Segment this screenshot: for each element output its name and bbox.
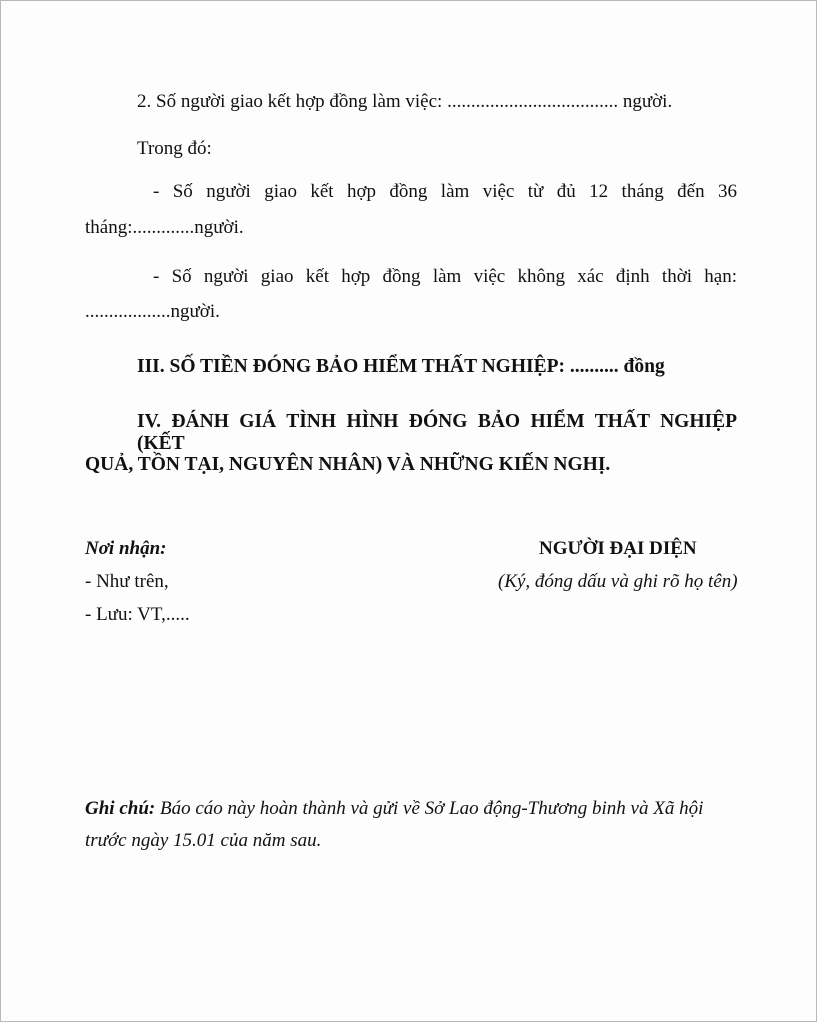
section4-heading-line1: IV. ĐÁNH GIÁ TÌNH HÌNH ĐÓNG BẢO HIỂM THẤT NGHIỆP (KẾT [137, 411, 737, 454]
contract-count-line: 2. Số người giao kết hợp đồng làm việc: .................................... người. [137, 91, 673, 112]
section3-heading: III. SỐ TIỀN ĐÓNG BẢO HIỂM THẤT NGHIỆP: .......... đồng [137, 356, 665, 377]
recipient-item: - Lưu: VT,..... [85, 604, 190, 625]
footnote-text: Báo cáo này hoàn thành và gửi về Sở Lao động-Thương binh và Xã hội [155, 798, 704, 819]
trong-do-label: Trong đó: [137, 138, 212, 159]
footnote-label: Ghi chú: [85, 798, 156, 819]
section4-heading-line2: QUẢ, TỒN TẠI, NGUYÊN NHÂN) VÀ NHỮNG KIẾN NGHỊ. [85, 454, 611, 475]
bullet2-line2: ..................người. [85, 301, 220, 322]
bullet2-line1: - Số người giao kết hợp đồng làm việc không xác định thời hạn: [153, 266, 737, 287]
footnote-line1 [85, 798, 703, 820]
signature-note: (Ký, đóng dấu và ghi rõ họ tên) [498, 571, 738, 592]
bullet1-line2: tháng:.............người. [85, 217, 244, 238]
bullet1-line1: - Số người giao kết hợp đồng làm việc từ đủ 12 tháng đến 36 [153, 181, 737, 202]
footnote-line2: trước ngày 15.01 của năm sau. [85, 830, 322, 851]
signature-title: NGƯỜI ĐẠI DIỆN [539, 538, 697, 559]
recipient-item: - Như trên, [85, 571, 169, 592]
recipients-label: Nơi nhận: [85, 538, 167, 559]
